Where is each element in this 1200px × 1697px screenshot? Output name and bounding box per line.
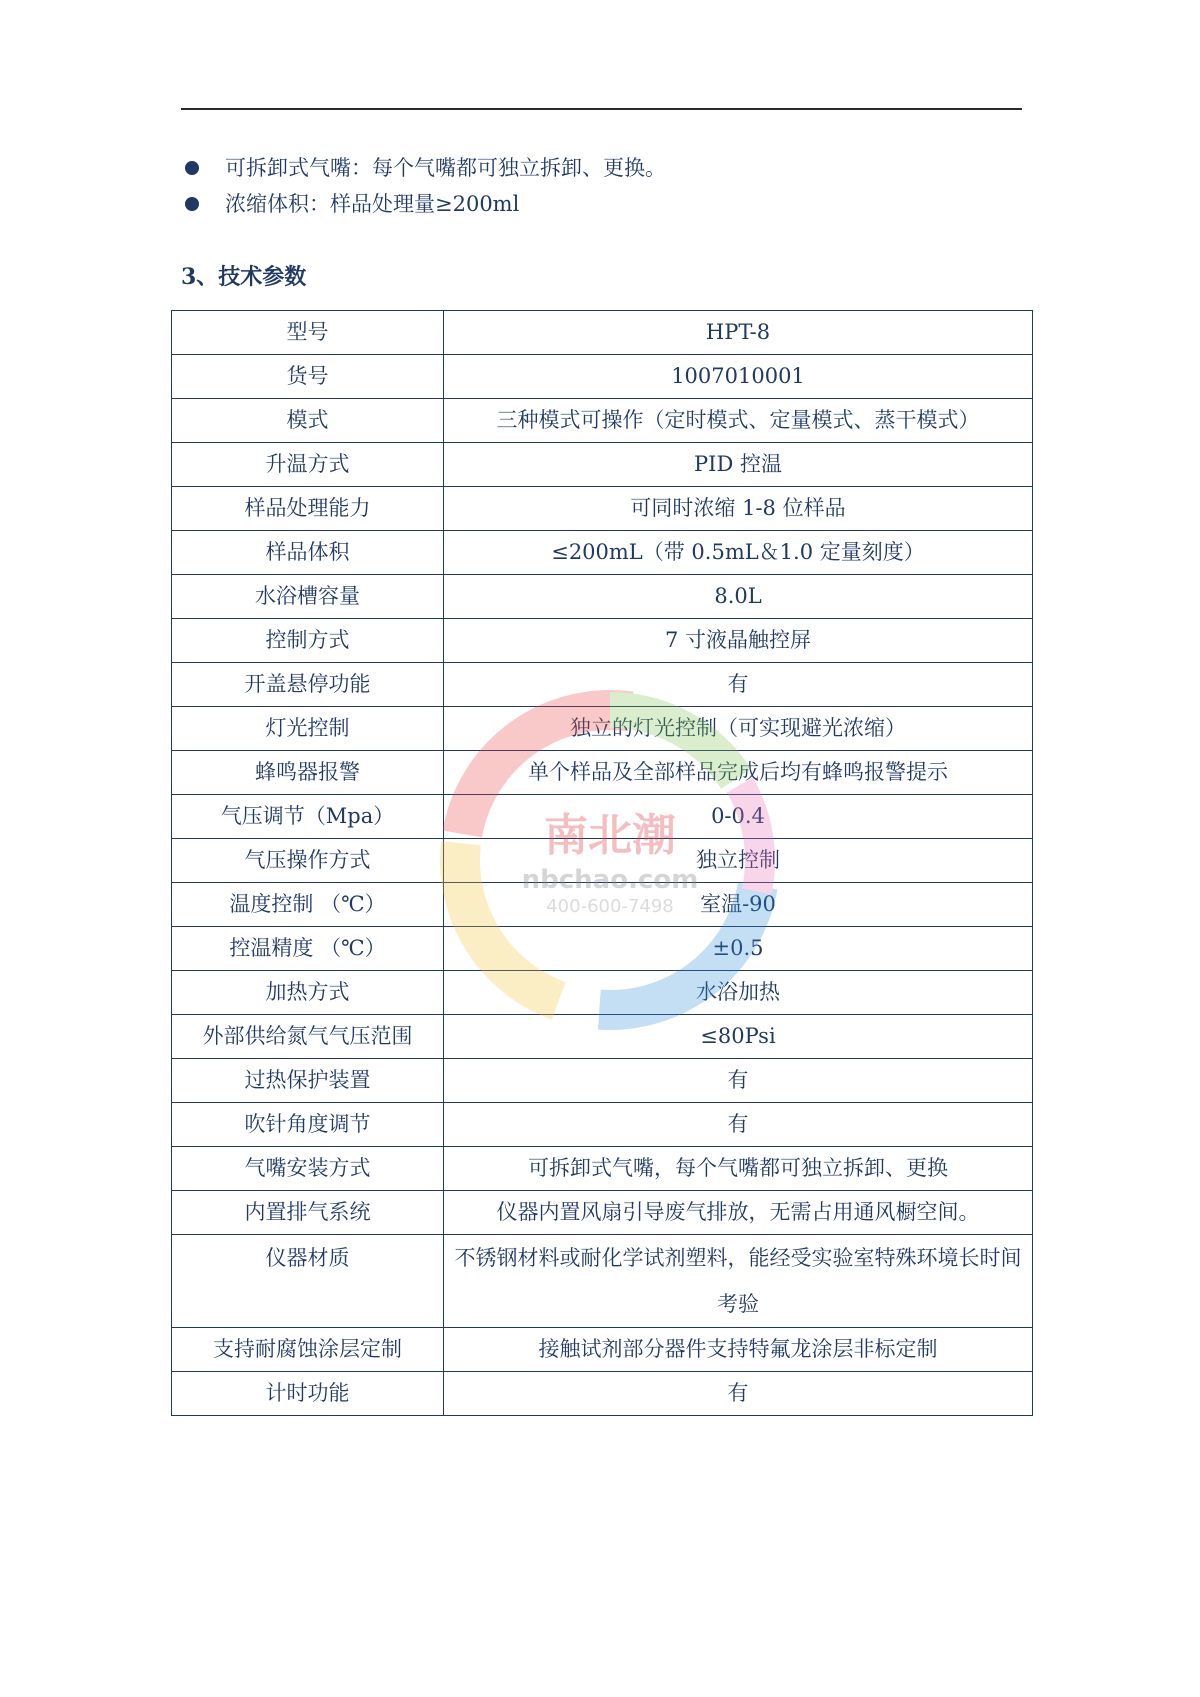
- table-row: [172, 1328, 1033, 1372]
- header-rule: [181, 108, 1022, 110]
- table-row: [172, 1103, 1033, 1147]
- param-name-cell: 控制方式: [172, 619, 444, 663]
- param-value-cell: 7 寸液晶触控屏: [444, 619, 1033, 663]
- watermark-domain: nbchao.com: [521, 865, 699, 895]
- param-value-cell: 可拆卸式气嘴，每个气嘴都可独立拆卸、更换: [444, 1147, 1033, 1191]
- param-name-cell: 气压操作方式: [172, 839, 444, 883]
- param-name-cell: 货号: [172, 355, 444, 399]
- param-value-cell: 不锈钢材料或耐化学试剂塑料，能经受实验室特殊环境长时间考验: [444, 1235, 1033, 1328]
- bullet-dot-icon: [185, 197, 199, 211]
- param-name-cell: 开盖悬停功能: [172, 663, 444, 707]
- table-row: [172, 619, 1033, 663]
- table-row: [172, 751, 1033, 795]
- table-row: [172, 663, 1033, 707]
- param-name-cell: 控温精度 （℃）: [172, 927, 444, 971]
- bullet-text: 浓缩体积：样品处理量≥200ml: [225, 192, 520, 216]
- param-name-cell: 仪器材质: [172, 1235, 444, 1328]
- bullet-text: 可拆卸式气嘴：每个气嘴都可独立拆卸、更换。: [225, 156, 666, 180]
- bullet-item: [181, 186, 666, 222]
- table-row: [172, 927, 1033, 971]
- table-row: [172, 575, 1033, 619]
- param-value-cell: PID 控温: [444, 443, 1033, 487]
- param-value-cell: 独立控制: [444, 839, 1033, 883]
- param-name-cell: 内置排气系统: [172, 1191, 444, 1235]
- table-body: [172, 311, 1033, 1416]
- param-value-cell: ≤80Psi: [444, 1015, 1033, 1059]
- section-heading: 3、技术参数: [181, 264, 307, 290]
- table-row: [172, 1372, 1033, 1416]
- table-row: [172, 1191, 1033, 1235]
- param-name-cell: 升温方式: [172, 443, 444, 487]
- table-row: [172, 1015, 1033, 1059]
- bullet-item: [181, 150, 666, 186]
- param-value-cell: 有: [444, 663, 1033, 707]
- param-name-cell: 计时功能: [172, 1372, 444, 1416]
- param-name-cell: 支持耐腐蚀涂层定制: [172, 1328, 444, 1372]
- watermark-brand: 南北潮: [544, 810, 676, 861]
- bullet-dot-icon: [185, 161, 199, 175]
- param-name-cell: 灯光控制: [172, 707, 444, 751]
- feature-bullet-list: [181, 150, 666, 222]
- param-value-cell: 三种模式可操作（定时模式、定量模式、蒸干模式）: [444, 399, 1033, 443]
- param-value-cell: 有: [444, 1059, 1033, 1103]
- param-value-cell: 8.0L: [444, 575, 1033, 619]
- param-name-cell: 型号: [172, 311, 444, 355]
- table-row: [172, 355, 1033, 399]
- param-value-cell: 仪器内置风扇引导废气排放，无需占用通风橱空间。: [444, 1191, 1033, 1235]
- table-row: [172, 399, 1033, 443]
- param-name-cell: 气压调节（Mpa）: [172, 795, 444, 839]
- param-name-cell: 温度控制 （℃）: [172, 883, 444, 927]
- technical-parameters-table: [171, 310, 1033, 1416]
- table-row: [172, 883, 1033, 927]
- param-name-cell: 样品体积: [172, 531, 444, 575]
- param-value-cell: 可同时浓缩 1-8 位样品: [444, 487, 1033, 531]
- param-name-cell: 样品处理能力: [172, 487, 444, 531]
- param-value-cell: 接触试剂部分器件支持特氟龙涂层非标定制: [444, 1328, 1033, 1372]
- param-value-cell: 室温-90: [444, 883, 1033, 927]
- param-value-cell: ±0.5: [444, 927, 1033, 971]
- param-name-cell: 加热方式: [172, 971, 444, 1015]
- param-value-cell: 独立的灯光控制（可实现避光浓缩）: [444, 707, 1033, 751]
- table-row: [172, 839, 1033, 883]
- table-row: [172, 971, 1033, 1015]
- param-value-cell: 1007010001: [444, 355, 1033, 399]
- table-row: [172, 311, 1033, 355]
- param-name-cell: 模式: [172, 399, 444, 443]
- param-name-cell: 吹针角度调节: [172, 1103, 444, 1147]
- param-name-cell: 过热保护装置: [172, 1059, 444, 1103]
- table-row: [172, 795, 1033, 839]
- param-name-cell: 外部供给氮气气压范围: [172, 1015, 444, 1059]
- param-name-cell: 水浴槽容量: [172, 575, 444, 619]
- param-value-cell: 有: [444, 1103, 1033, 1147]
- param-value-cell: 0-0.4: [444, 795, 1033, 839]
- param-value-cell: HPT-8: [444, 311, 1033, 355]
- param-value-cell: 单个样品及全部样品完成后均有蜂鸣报警提示: [444, 751, 1033, 795]
- param-value-cell: 水浴加热: [444, 971, 1033, 1015]
- param-name-cell: 蜂鸣器报警: [172, 751, 444, 795]
- table-row: [172, 1235, 1033, 1328]
- table-row: [172, 443, 1033, 487]
- param-value-cell: 有: [444, 1372, 1033, 1416]
- table-row: [172, 707, 1033, 751]
- param-value-cell: ≤200mL（带 0.5mL＆1.0 定量刻度）: [444, 531, 1033, 575]
- watermark-phone: 400-600-7498: [546, 896, 674, 917]
- table-row: [172, 1147, 1033, 1191]
- table-row: [172, 531, 1033, 575]
- param-name-cell: 气嘴安装方式: [172, 1147, 444, 1191]
- table-row: [172, 1059, 1033, 1103]
- table-row: [172, 487, 1033, 531]
